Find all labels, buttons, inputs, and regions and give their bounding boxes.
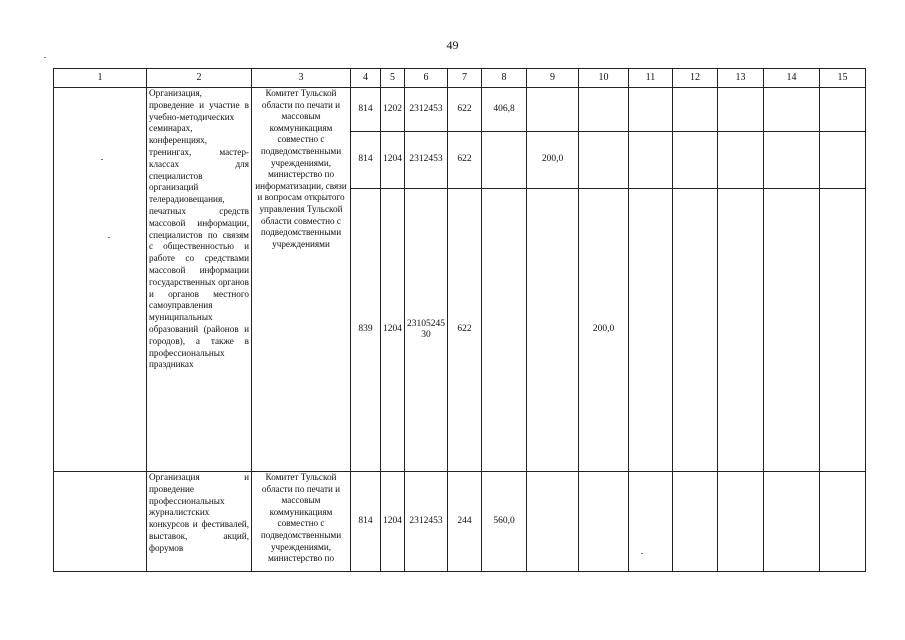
empty-cell bbox=[820, 472, 866, 572]
empty-cell bbox=[764, 472, 820, 572]
column-header: 1 bbox=[54, 69, 147, 88]
empty-cell bbox=[673, 472, 718, 572]
cell-c10 bbox=[579, 132, 629, 189]
cell-c6: 2312453 bbox=[405, 88, 448, 132]
empty-cell bbox=[718, 132, 764, 189]
column-header: 10 bbox=[579, 69, 629, 88]
empty-cell bbox=[629, 132, 673, 189]
executor-description: Комитет Тульской области по печати и массовым коммуникациям совместно с подведомственными учреждениями, министерство по информатизации, связи и вопросам открытого управления Тульской области совместно с подведомственными учреждениями bbox=[252, 88, 351, 472]
empty-cell bbox=[629, 472, 673, 572]
cell-c10: 200,0 bbox=[579, 189, 629, 472]
empty-cell bbox=[820, 132, 866, 189]
column-header: 3 bbox=[252, 69, 351, 88]
empty-cell bbox=[718, 88, 764, 132]
cell-c9 bbox=[527, 472, 579, 572]
cell-c10 bbox=[579, 472, 629, 572]
column-header: 14 bbox=[764, 69, 820, 88]
column-header: 4 bbox=[351, 69, 381, 88]
scan-speck bbox=[101, 159, 103, 160]
scan-speck bbox=[641, 553, 643, 554]
cell-c5: 1204 bbox=[381, 189, 405, 472]
column-header: 12 bbox=[673, 69, 718, 88]
column-header: 15 bbox=[820, 69, 866, 88]
empty-cell bbox=[673, 132, 718, 189]
cell-c7: 244 bbox=[448, 472, 482, 572]
empty-cell bbox=[764, 132, 820, 189]
empty-cell bbox=[764, 189, 820, 472]
empty-cell bbox=[673, 189, 718, 472]
cell-c10 bbox=[579, 88, 629, 132]
column-header: 11 bbox=[629, 69, 673, 88]
cell-c4: 814 bbox=[351, 88, 381, 132]
cell-c6: 23105245 30 bbox=[405, 189, 448, 472]
budget-table bbox=[53, 68, 866, 572]
empty-cell bbox=[718, 189, 764, 472]
scan-speck bbox=[108, 237, 110, 238]
cell-c6: 2312453 bbox=[405, 132, 448, 189]
cell-c8 bbox=[482, 132, 527, 189]
cell-c8: 406,8 bbox=[482, 88, 527, 132]
cell-c8 bbox=[482, 189, 527, 472]
column-header: 5 bbox=[381, 69, 405, 88]
cell-c9 bbox=[527, 88, 579, 132]
cell-col1 bbox=[54, 88, 147, 472]
empty-cell bbox=[820, 189, 866, 472]
cell-c9 bbox=[527, 189, 579, 472]
activity-description: Организация, проведение и участие в учебно-методических семинарах, конференциях, тренингах, мастер-классах для специалистов организаций телерадиовещания, печатных средств массовой информации, специалистов по связям с общественностью и работе со средствами массовой информации государственных органов и органов местного самоуправления муниципальных образований (районов и городов), а также в профессиональных праздниках bbox=[147, 88, 252, 472]
cell-c9: 200,0 bbox=[527, 132, 579, 189]
table-row bbox=[54, 88, 866, 132]
cell-c5: 1204 bbox=[381, 132, 405, 189]
empty-cell bbox=[673, 88, 718, 132]
empty-cell bbox=[629, 88, 673, 132]
cell-c7: 622 bbox=[448, 88, 482, 132]
empty-cell bbox=[820, 88, 866, 132]
cell-c5: 1202 bbox=[381, 88, 405, 132]
cell-c6: 2312453 bbox=[405, 472, 448, 572]
empty-cell bbox=[629, 189, 673, 472]
cell-c4: 814 bbox=[351, 132, 381, 189]
scan-speck bbox=[44, 57, 46, 58]
empty-cell bbox=[764, 88, 820, 132]
activity-description: Организация и проведение профессиональных журналистских конкурсов и фестивалей, выставок, акций, форумов bbox=[147, 472, 252, 572]
table-row bbox=[54, 472, 866, 572]
cell-c7: 622 bbox=[448, 132, 482, 189]
column-header: 7 bbox=[448, 69, 482, 88]
cell-c7: 622 bbox=[448, 189, 482, 472]
header-row bbox=[54, 69, 866, 88]
executor-description: Комитет Тульской области по печати и массовым коммуникациям совместно с подведомственными учреждениями, министерство по bbox=[252, 472, 351, 572]
column-header: 8 bbox=[482, 69, 527, 88]
page-number: 49 bbox=[446, 38, 459, 52]
cell-col1 bbox=[54, 472, 147, 572]
cell-c5: 1204 bbox=[381, 472, 405, 572]
column-header: 6 bbox=[405, 69, 448, 88]
column-header: 13 bbox=[718, 69, 764, 88]
column-header: 2 bbox=[147, 69, 252, 88]
column-header: 9 bbox=[527, 69, 579, 88]
cell-c4: 839 bbox=[351, 189, 381, 472]
cell-c4: 814 bbox=[351, 472, 381, 572]
empty-cell bbox=[718, 472, 764, 572]
cell-c8: 560,0 bbox=[482, 472, 527, 572]
